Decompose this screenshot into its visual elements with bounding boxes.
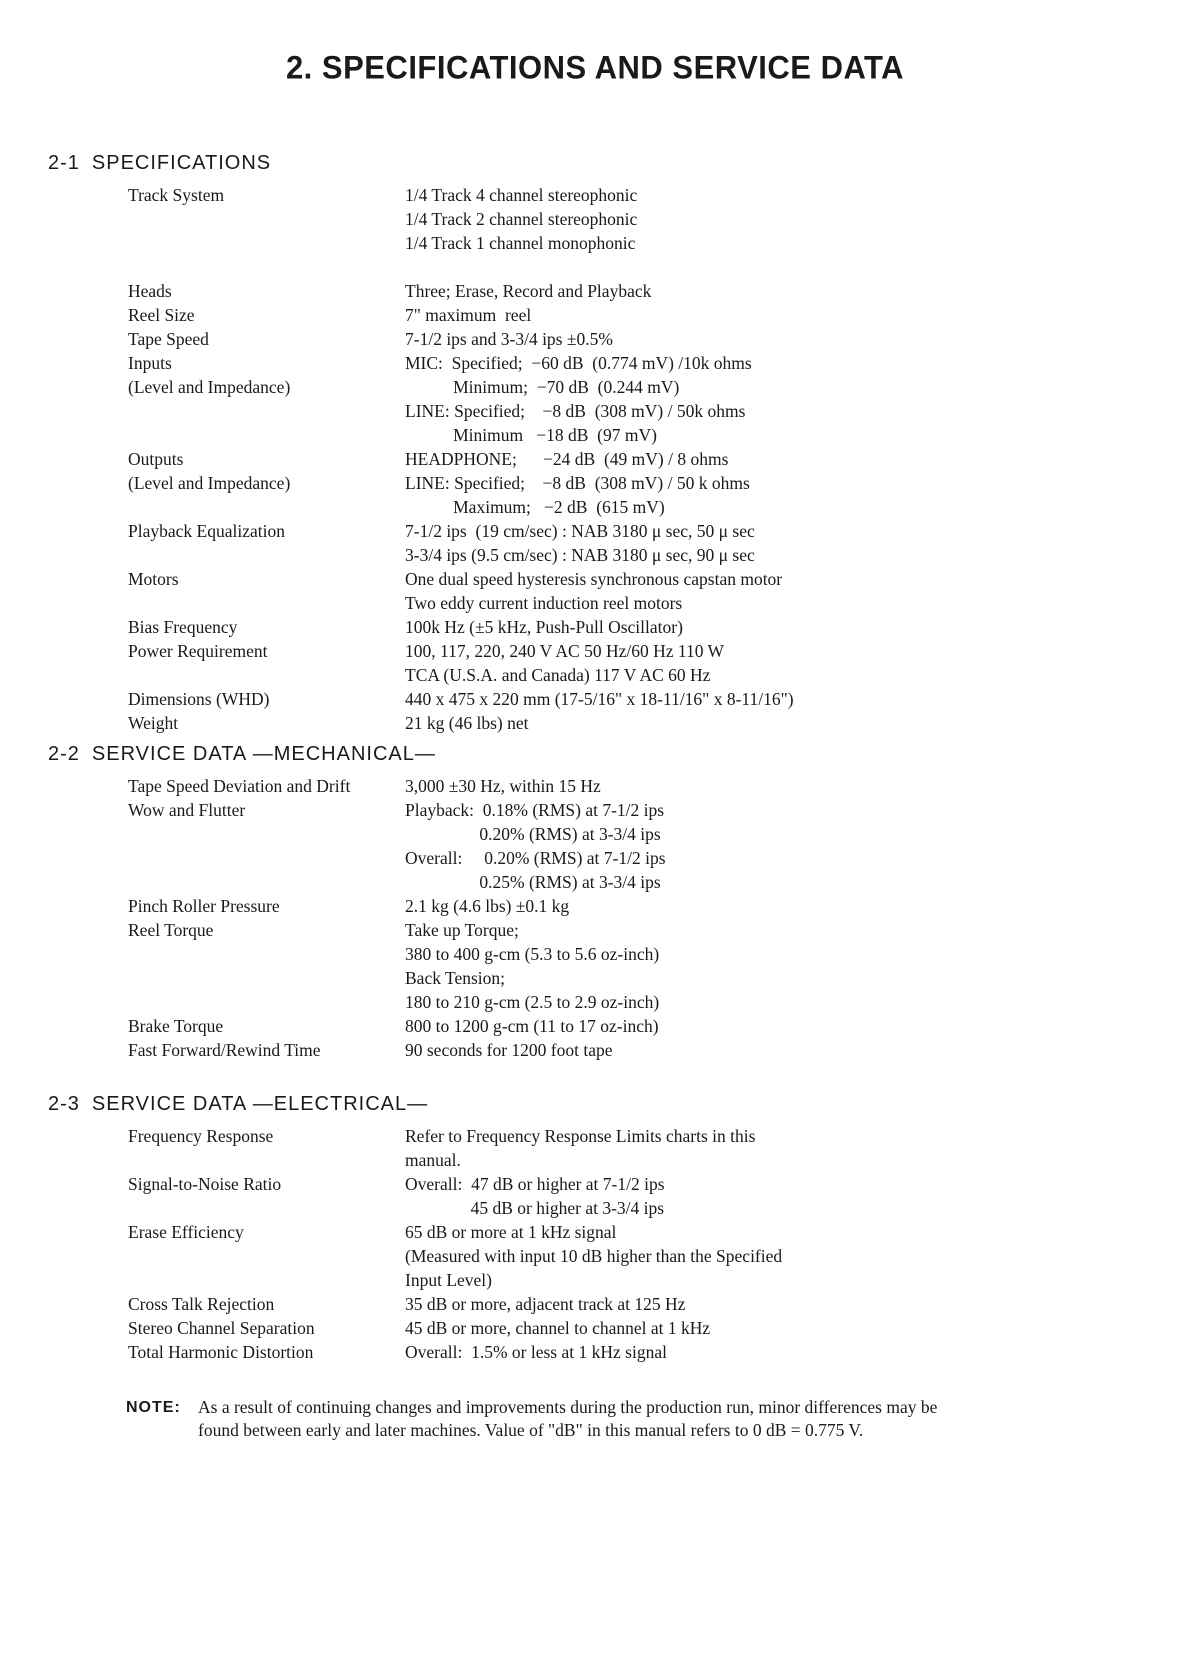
- spec-label: Total Harmonic Distortion: [128, 1342, 314, 1362]
- spec-value: [405, 519, 945, 567]
- spec-label: Frequency Response: [128, 1126, 274, 1146]
- section-title: SERVICE DATA —MECHANICAL—: [91, 743, 436, 765]
- spec-value: [405, 639, 945, 687]
- spec-row: [48, 615, 945, 639]
- spec-value-line: 3-3/4 ips (9.5 cm/sec) : NAB 3180 μ sec, 90 μ sec: [405, 545, 755, 565]
- spec-row: [48, 1340, 945, 1364]
- spec-row: [48, 1292, 945, 1316]
- spec-value-line: 7-1/2 ips (19 cm/sec) : NAB 3180 μ sec, 50 μ sec: [405, 521, 755, 541]
- spec-value-line: 0.25% (RMS) at 3-3/4 ips: [405, 872, 661, 892]
- page-title: 2. SPECIFICATIONS AND SERVICE DATA: [285, 49, 905, 86]
- spec-value-line: 65 dB or more at 1 kHz signal: [405, 1222, 617, 1242]
- spec-value-line: TCA (U.S.A. and Canada) 117 V AC 60 Hz: [405, 665, 711, 685]
- spec-label: Weight: [128, 713, 179, 733]
- spec-value: [405, 567, 945, 615]
- spec-row: [48, 327, 945, 351]
- spec-row: [48, 1038, 945, 1062]
- section-number: 2-3: [48, 1093, 80, 1115]
- spec-label: Inputs: [128, 353, 172, 373]
- spec-value: [405, 687, 945, 711]
- spec-row: [48, 1124, 945, 1172]
- spec-value-line: 45 dB or higher at 3-3/4 ips: [405, 1198, 665, 1218]
- spec-label: Cross Talk Rejection: [128, 1294, 275, 1314]
- spec-value-line: Two eddy current induction reel motors: [405, 593, 683, 613]
- spec-value: [405, 183, 945, 255]
- section-title: SERVICE DATA —ELECTRICAL—: [91, 1093, 429, 1115]
- spec-row: [48, 183, 945, 255]
- spec-label: Reel Size: [128, 305, 195, 325]
- spec-value-line: (Measured with input 10 dB higher than the Specified: [405, 1246, 783, 1266]
- spec-row: [48, 567, 945, 615]
- spec-value-line: Input Level): [405, 1270, 492, 1290]
- spec-value-line: Back Tension;: [405, 968, 506, 988]
- spec-label: Erase Efficiency: [128, 1222, 244, 1242]
- spec-row: [48, 1014, 945, 1038]
- section-title: SPECIFICATIONS: [91, 152, 272, 174]
- spec-value: [405, 1340, 945, 1364]
- spec-row: [48, 519, 945, 567]
- spec-value: [405, 303, 945, 327]
- spec-value-line: 3,000 ±30 Hz, within 15 Hz: [405, 776, 601, 796]
- spec-value-line: Overall: 0.20% (RMS) at 7-1/2 ips: [405, 848, 666, 868]
- spec-label: Motors: [128, 569, 179, 589]
- spec-row: [48, 774, 945, 798]
- spec-label: Wow and Flutter: [128, 800, 246, 820]
- section-heading: [48, 1093, 945, 1116]
- spec-row: [48, 471, 945, 519]
- spec-value-line: Playback: 0.18% (RMS) at 7-1/2 ips: [405, 800, 665, 820]
- spec-value-line: 7-1/2 ips and 3-3/4 ips ±0.5%: [405, 329, 613, 349]
- spec-value: [405, 471, 945, 519]
- spec-row: [48, 351, 945, 375]
- spec-row: [48, 687, 945, 711]
- spec-row: [48, 375, 945, 447]
- spec-label: Heads: [128, 281, 172, 301]
- spec-row: [48, 918, 945, 1014]
- spec-label: Pinch Roller Pressure: [128, 896, 280, 916]
- spec-value-line: Minimum −18 dB (97 mV): [405, 425, 657, 445]
- spec-value-line: 1/4 Track 2 channel stereophonic: [405, 209, 638, 229]
- spec-label: Dimensions (WHD): [128, 689, 270, 709]
- spec-value: [405, 1316, 945, 1340]
- spec-value-line: 90 seconds for 1200 foot tape: [405, 1040, 613, 1060]
- spec-value: [405, 798, 945, 894]
- spec-row: [48, 447, 945, 471]
- spec-value: [405, 1124, 945, 1172]
- spec-label: Signal-to-Noise Ratio: [128, 1174, 282, 1194]
- spec-value-line: 800 to 1200 g-cm (11 to 17 oz-inch): [405, 1016, 659, 1036]
- spec-value-line: 440 x 475 x 220 mm (17-5/16" x 18-11/16" x 8-11/16"): [405, 689, 794, 709]
- spec-value: [405, 1292, 945, 1316]
- spec-value: [405, 1172, 945, 1220]
- section-specifications: [48, 152, 945, 735]
- spec-label: (Level and Impedance): [128, 377, 291, 397]
- note: [126, 1396, 946, 1442]
- spec-value-line: Refer to Frequency Response Limits charts in this: [405, 1126, 756, 1146]
- spec-label: (Level and Impedance): [128, 473, 291, 493]
- spec-value-line: Take up Torque;: [405, 920, 519, 940]
- spec-value-line: 1/4 Track 1 channel monophonic: [405, 233, 636, 253]
- spec-value-line: 45 dB or more, channel to channel at 1 kHz: [405, 1318, 711, 1338]
- spec-row: [48, 1220, 945, 1292]
- spec-value-line: 35 dB or more, adjacent track at 125 Hz: [405, 1294, 686, 1314]
- section-number: 2-1: [48, 152, 80, 174]
- spec-value: [405, 1038, 945, 1062]
- spec-value-line: Minimum; −70 dB (0.244 mV): [405, 377, 680, 397]
- spec-value-line: Maximum; −2 dB (615 mV): [405, 497, 665, 517]
- spec-label: Brake Torque: [128, 1016, 224, 1036]
- spec-value: [405, 774, 945, 798]
- spec-label: Power Requirement: [128, 641, 268, 661]
- spec-value: [405, 351, 945, 375]
- spec-label: Playback Equalization: [128, 521, 285, 541]
- spec-row: [48, 303, 945, 327]
- spec-label: Tape Speed: [128, 329, 209, 349]
- spec-value-line: Overall: 47 dB or higher at 7-1/2 ips: [405, 1174, 665, 1194]
- spec-value-line: 100k Hz (±5 kHz, Push-Pull Oscillator): [405, 617, 683, 637]
- spec-row: [48, 711, 945, 735]
- section-electrical: [48, 1093, 945, 1364]
- spec-value-line: One dual speed hysteresis synchronous capstan motor: [405, 569, 783, 589]
- spec-value-line: LINE: Specified; −8 dB (308 mV) / 50 k ohms: [405, 473, 750, 493]
- spec-value-line: 380 to 400 g-cm (5.3 to 5.6 oz-inch): [405, 944, 660, 964]
- spec-label: Track System: [128, 185, 225, 205]
- spec-value-line: Overall: 1.5% or less at 1 kHz signal: [405, 1342, 667, 1362]
- spec-row: [48, 639, 945, 687]
- note-label: NOTE:: [126, 1399, 181, 1416]
- spec-value: [405, 375, 945, 447]
- spec-row: [48, 1172, 945, 1220]
- spec-row: [48, 894, 945, 918]
- spec-value-line: manual.: [405, 1150, 461, 1170]
- spec-value: [405, 711, 945, 735]
- section-number: 2-2: [48, 743, 80, 765]
- spec-label: Tape Speed Deviation and Drift: [128, 776, 351, 796]
- spec-label: Bias Frequency: [128, 617, 238, 637]
- spec-label: Stereo Channel Separation: [128, 1318, 315, 1338]
- spec-value: [405, 894, 945, 918]
- spec-value-line: 180 to 210 g-cm (2.5 to 2.9 oz-inch): [405, 992, 660, 1012]
- section-heading: [48, 743, 945, 766]
- spec-value-line: 7" maximum reel: [405, 305, 532, 325]
- section-heading: [48, 152, 945, 175]
- spec-value-line: 21 kg (46 lbs) net: [405, 713, 529, 733]
- spec-row: [48, 279, 945, 303]
- spec-value: [405, 1014, 945, 1038]
- spec-label: Outputs: [128, 449, 184, 469]
- spec-value-line: Three; Erase, Record and Playback: [405, 281, 652, 301]
- spec-value: [405, 1220, 945, 1292]
- spec-value: [405, 279, 945, 303]
- spec-value-line: HEADPHONE; −24 dB (49 mV) / 8 ohms: [405, 449, 729, 469]
- spec-value-line: 1/4 Track 4 channel stereophonic: [405, 185, 638, 205]
- spec-label: Fast Forward/Rewind Time: [128, 1040, 321, 1060]
- spec-value-line: MIC: Specified; −60 dB (0.774 mV) /10k ohms: [405, 353, 752, 373]
- spec-value: [405, 615, 945, 639]
- spec-value: [405, 327, 945, 351]
- note-text: As a result of continuing changes and improvements during the production run, minor differences may be found between early and later machines. Value of "dB" in this manual refers to 0 dB = 0.775 V.: [198, 1397, 938, 1440]
- spec-row: [48, 1316, 945, 1340]
- spec-value-line: LINE: Specified; −8 dB (308 mV) / 50k ohms: [405, 401, 746, 421]
- spec-row: [48, 798, 945, 894]
- row-spacer: [48, 255, 945, 279]
- section-mechanical: [48, 743, 945, 1062]
- spec-label: Reel Torque: [128, 920, 214, 940]
- spec-value-line: 0.20% (RMS) at 3-3/4 ips: [405, 824, 661, 844]
- spec-value: [405, 918, 945, 1014]
- spec-value-line: 100, 117, 220, 240 V AC 50 Hz/60 Hz 110 W: [405, 641, 725, 661]
- spec-value-line: 2.1 kg (4.6 lbs) ±0.1 kg: [405, 896, 570, 916]
- spec-value: [405, 447, 945, 471]
